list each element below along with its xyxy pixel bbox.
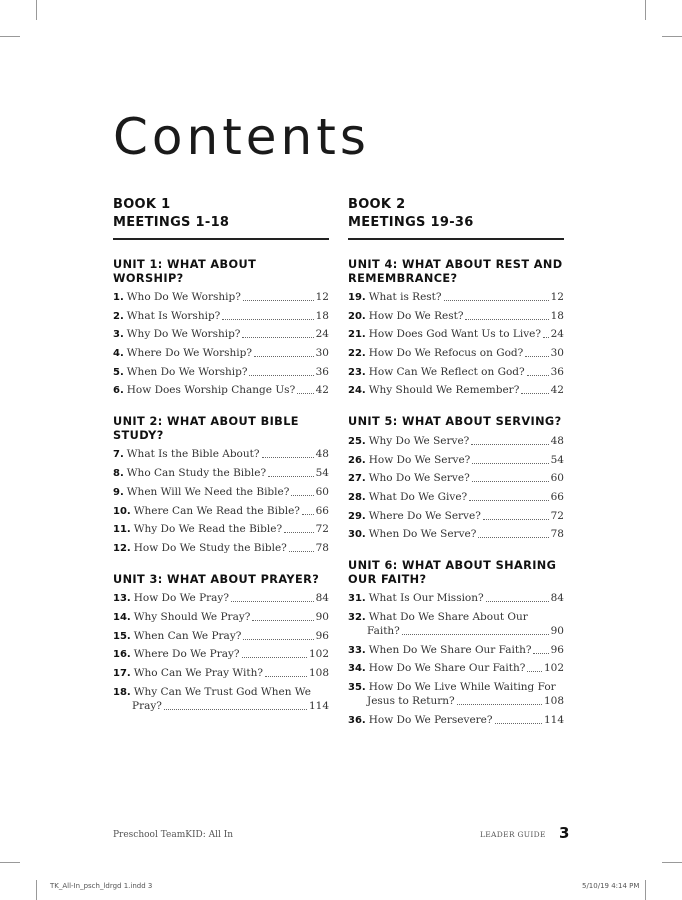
entry-number: 27. bbox=[348, 473, 366, 485]
book-1-divider bbox=[113, 238, 329, 240]
dot-leader bbox=[472, 463, 548, 464]
dot-leader bbox=[472, 481, 549, 482]
dot-leader bbox=[478, 537, 548, 538]
entry-number: 18. bbox=[113, 686, 131, 698]
unit-title: UNIT 6: WHAT ABOUT SHARING OUR FAITH? bbox=[348, 559, 557, 586]
book-1-column bbox=[113, 196, 329, 719]
entry-title: Who Do We Serve? bbox=[368, 472, 470, 485]
entry-number: 36. bbox=[348, 714, 366, 726]
entry-page: 54 bbox=[315, 467, 329, 480]
entry-title: Who Do We Worship? bbox=[126, 291, 241, 303]
dot-leader bbox=[243, 300, 314, 301]
toc-entry[interactable] bbox=[348, 662, 564, 675]
entry-title: When Do We Serve? bbox=[368, 528, 477, 541]
entry-title: How Do We Pray? bbox=[133, 592, 229, 605]
entry-title-cont: Pray? bbox=[132, 699, 162, 712]
entry-number: 33. bbox=[348, 644, 366, 656]
entry-page: 72 bbox=[315, 523, 329, 536]
entry-number: 25. bbox=[348, 435, 366, 447]
toc-entry[interactable] bbox=[113, 592, 329, 605]
entry-title: When Will We Need the Bible? bbox=[126, 485, 290, 498]
dot-leader bbox=[231, 601, 314, 602]
entry-page: 72 bbox=[550, 509, 564, 522]
dot-leader bbox=[495, 723, 542, 724]
entry-title: Why Should We Remember? bbox=[368, 384, 520, 397]
toc-entry[interactable] bbox=[113, 667, 329, 680]
entry-page: 36 bbox=[550, 365, 564, 378]
dot-leader bbox=[543, 337, 549, 338]
crop-mark bbox=[0, 862, 20, 863]
toc-entry[interactable] bbox=[348, 384, 564, 397]
toc-entry[interactable] bbox=[348, 644, 564, 657]
toc-entry[interactable] bbox=[113, 505, 329, 518]
entry-title: Where Can We Read the Bible? bbox=[133, 504, 300, 517]
dot-leader bbox=[222, 319, 313, 320]
entry-title-cont: Jesus to Return? bbox=[367, 695, 455, 708]
entry-page: 78 bbox=[315, 541, 329, 554]
crop-mark bbox=[645, 0, 646, 20]
entry-number: 17. bbox=[113, 668, 131, 680]
toc-entry[interactable] bbox=[113, 611, 329, 624]
entry-number: 10. bbox=[113, 505, 131, 517]
entry-number: 24. bbox=[348, 385, 366, 397]
entry-page: 18 bbox=[315, 309, 329, 322]
entry-number: 21. bbox=[348, 329, 366, 341]
dot-leader bbox=[527, 671, 542, 672]
slug-filename: TK_All-In_psch_ldrgd 1.indd 3 bbox=[50, 882, 153, 890]
entry-title: Who Can Study the Bible? bbox=[126, 467, 267, 480]
unit-title: UNIT 5: WHAT ABOUT SERVING? bbox=[348, 415, 562, 429]
dot-leader bbox=[242, 337, 313, 338]
dot-leader bbox=[483, 519, 549, 520]
entry-number: 1. bbox=[113, 292, 124, 303]
book-2-heading bbox=[348, 196, 564, 232]
toc-entry[interactable] bbox=[113, 347, 329, 360]
entry-title: What Is the Bible About? bbox=[126, 448, 260, 461]
entry-title: Where Do We Worship? bbox=[126, 347, 252, 360]
toc-entry[interactable] bbox=[348, 491, 564, 504]
entry-title: How Can We Reflect on God? bbox=[368, 365, 525, 378]
entry-page: 102 bbox=[308, 648, 329, 661]
toc-entry[interactable] bbox=[113, 310, 329, 323]
unit-section bbox=[113, 573, 329, 713]
entry-page: 42 bbox=[315, 384, 329, 397]
entry-number: 31. bbox=[348, 593, 366, 605]
toc-entry[interactable] bbox=[348, 592, 564, 605]
unit-title: UNIT 2: WHAT ABOUT BIBLE STUDY? bbox=[113, 415, 299, 442]
entry-number: 29. bbox=[348, 510, 366, 522]
entry-title: When Do We Worship? bbox=[126, 365, 248, 378]
toc-entry[interactable] bbox=[113, 486, 329, 499]
entry-number: 34. bbox=[348, 663, 366, 675]
toc-entry[interactable] bbox=[348, 347, 564, 360]
entry-page: 114 bbox=[543, 713, 564, 726]
entry-title: What Do We Give? bbox=[368, 491, 468, 503]
entry-title: How Do We Study the Bible? bbox=[133, 541, 287, 554]
entry-title: When Do We Share Our Faith? bbox=[368, 643, 532, 656]
entry-title: What Is Worship? bbox=[126, 309, 221, 322]
footer-guide-label: LEADER GUIDE bbox=[480, 830, 546, 839]
entry-title: How Do We Share Our Faith? bbox=[368, 662, 526, 675]
entry-number: 32. bbox=[348, 612, 366, 624]
entry-title: What Is Our Mission? bbox=[368, 592, 484, 605]
entry-title: How Do We Serve? bbox=[368, 453, 471, 466]
entry-title: Where Do We Pray? bbox=[133, 648, 240, 661]
entry-page: 66 bbox=[550, 491, 564, 503]
entry-number: 8. bbox=[113, 468, 124, 480]
entry-title: How Do We Rest? bbox=[368, 309, 464, 322]
slug-timestamp: 5/10/19 4:14 PM bbox=[582, 882, 640, 890]
dot-leader bbox=[533, 653, 548, 654]
unit-section bbox=[113, 258, 329, 397]
entry-title: How Do We Live While Waiting For bbox=[368, 681, 556, 694]
book-2-units bbox=[348, 258, 564, 727]
entry-number: 28. bbox=[348, 492, 366, 503]
dot-leader bbox=[284, 532, 314, 533]
dot-leader bbox=[486, 601, 549, 602]
dot-leader bbox=[291, 495, 313, 496]
toc-entry[interactable] bbox=[113, 328, 329, 341]
book-1-label: BOOK 1 bbox=[113, 197, 171, 212]
dot-leader bbox=[465, 319, 548, 320]
toc-entry[interactable] bbox=[113, 542, 329, 555]
book-2-divider bbox=[348, 238, 564, 240]
toc-entry[interactable] bbox=[113, 366, 329, 379]
dot-leader bbox=[457, 704, 542, 705]
entry-page: 54 bbox=[550, 453, 564, 466]
entry-number: 15. bbox=[113, 630, 131, 642]
entry-page: 90 bbox=[315, 611, 329, 624]
crop-mark bbox=[662, 862, 682, 863]
entry-title: Why Should We Pray? bbox=[133, 611, 251, 624]
toc-entry[interactable] bbox=[348, 328, 564, 341]
toc-entry[interactable] bbox=[113, 291, 329, 304]
entry-title: When Can We Pray? bbox=[133, 629, 242, 642]
entry-page: 48 bbox=[550, 434, 564, 447]
entry-page: 48 bbox=[315, 448, 329, 461]
entry-title: Who Can We Pray With? bbox=[133, 667, 264, 680]
book-1-heading bbox=[113, 196, 329, 232]
entry-number: 12. bbox=[113, 542, 131, 554]
toc-entry[interactable] bbox=[113, 648, 329, 661]
entry-number: 14. bbox=[113, 612, 131, 624]
entry-title: Why Can We Trust God When We bbox=[133, 685, 311, 698]
toc-entry[interactable] bbox=[348, 681, 564, 708]
dot-leader bbox=[254, 356, 314, 357]
dot-leader bbox=[268, 476, 314, 477]
toc-entry[interactable] bbox=[348, 310, 564, 323]
entry-page: 12 bbox=[315, 291, 329, 303]
toc-entry[interactable] bbox=[113, 630, 329, 643]
entry-title: How Does God Want Us to Live? bbox=[368, 328, 541, 341]
unit-section bbox=[348, 559, 564, 726]
entry-number: 22. bbox=[348, 348, 366, 360]
entry-page: 60 bbox=[550, 472, 564, 485]
entry-page: 108 bbox=[543, 695, 564, 708]
toc-entry[interactable] bbox=[348, 366, 564, 379]
entry-title: Why Do We Worship? bbox=[126, 328, 241, 341]
toc-entry[interactable] bbox=[113, 448, 329, 461]
entry-title: Why Do We Read the Bible? bbox=[133, 523, 283, 536]
entry-number: 2. bbox=[113, 310, 124, 322]
entry-title: Where Do We Serve? bbox=[368, 509, 481, 522]
entry-title: How Does Worship Change Us? bbox=[126, 384, 296, 397]
book-2-meetings: MEETINGS 19-36 bbox=[348, 215, 474, 230]
entry-page: 30 bbox=[315, 347, 329, 360]
entry-page: 60 bbox=[315, 485, 329, 498]
toc-entry[interactable] bbox=[348, 454, 564, 467]
page-title: Contents bbox=[113, 108, 370, 166]
entry-page: 12 bbox=[550, 291, 564, 303]
dot-leader bbox=[525, 356, 548, 357]
toc-entry[interactable] bbox=[348, 291, 564, 304]
entry-number: 9. bbox=[113, 486, 124, 498]
page-number: 3 bbox=[559, 824, 570, 842]
entry-number: 30. bbox=[348, 529, 366, 541]
dot-leader bbox=[249, 375, 313, 376]
entry-page: 30 bbox=[550, 347, 564, 360]
unit-title: UNIT 1: WHAT ABOUT WORSHIP? bbox=[113, 258, 257, 285]
toc-entry[interactable] bbox=[113, 384, 329, 397]
entry-number: 7. bbox=[113, 449, 124, 461]
crop-mark bbox=[36, 880, 37, 900]
book-1-units bbox=[113, 258, 329, 713]
book-1-meetings: MEETINGS 1-18 bbox=[113, 215, 230, 230]
toc-entry[interactable] bbox=[348, 472, 564, 485]
entry-title: How Do We Persevere? bbox=[368, 713, 493, 726]
dot-leader bbox=[289, 551, 314, 552]
entry-page: 84 bbox=[550, 592, 564, 605]
entry-number: 19. bbox=[348, 292, 366, 303]
toc-entry[interactable] bbox=[348, 714, 564, 727]
unit-title: UNIT 3: WHAT ABOUT PRAYER? bbox=[113, 572, 320, 586]
dot-leader bbox=[164, 709, 307, 710]
dot-leader bbox=[243, 639, 313, 640]
crop-mark bbox=[36, 0, 37, 20]
footer-book-title: Preschool TeamKID: All In bbox=[113, 830, 234, 840]
unit-title: UNIT 4: WHAT ABOUT REST AND REMEMBRANCE? bbox=[348, 258, 563, 285]
entry-title: Why Do We Serve? bbox=[368, 434, 470, 447]
entry-title: What Do We Share About Our bbox=[368, 611, 528, 624]
dot-leader bbox=[402, 634, 549, 635]
entry-page: 24 bbox=[550, 328, 564, 341]
unit-section bbox=[348, 258, 564, 397]
entry-title: What is Rest? bbox=[368, 291, 442, 303]
entry-page: 42 bbox=[550, 384, 564, 397]
crop-mark bbox=[0, 36, 20, 37]
entry-number: 3. bbox=[113, 329, 124, 341]
unit-section bbox=[348, 415, 564, 541]
toc-entry[interactable] bbox=[348, 435, 564, 448]
entry-page: 114 bbox=[308, 699, 329, 712]
entry-number: 26. bbox=[348, 454, 366, 466]
entry-page: 18 bbox=[550, 309, 564, 322]
toc-entry[interactable] bbox=[113, 686, 329, 713]
dot-leader bbox=[265, 676, 307, 677]
unit-section bbox=[113, 415, 329, 554]
entry-number: 11. bbox=[113, 524, 131, 536]
toc-entry[interactable] bbox=[113, 523, 329, 536]
entry-page: 36 bbox=[315, 365, 329, 378]
book-2-column bbox=[348, 196, 564, 733]
entry-page: 102 bbox=[543, 662, 564, 675]
dot-leader bbox=[527, 375, 549, 376]
entry-page: 24 bbox=[315, 328, 329, 341]
dot-leader bbox=[242, 657, 307, 658]
entry-number: 23. bbox=[348, 366, 366, 378]
dot-leader bbox=[521, 393, 548, 394]
entry-number: 16. bbox=[113, 649, 131, 661]
entry-number: 4. bbox=[113, 348, 124, 360]
entry-number: 5. bbox=[113, 366, 124, 378]
dot-leader bbox=[471, 444, 548, 445]
entry-number: 13. bbox=[113, 593, 131, 605]
dot-leader bbox=[262, 457, 314, 458]
toc-entry[interactable] bbox=[113, 467, 329, 480]
entry-page: 90 bbox=[550, 625, 564, 638]
crop-mark bbox=[662, 36, 682, 37]
crop-mark bbox=[645, 880, 646, 900]
dot-leader bbox=[469, 500, 548, 501]
entry-page: 96 bbox=[315, 629, 329, 642]
dot-leader bbox=[302, 514, 314, 515]
toc-entry[interactable] bbox=[348, 528, 564, 541]
toc-entry[interactable] bbox=[348, 510, 564, 523]
book-2-label: BOOK 2 bbox=[348, 197, 406, 212]
entry-page: 78 bbox=[550, 528, 564, 541]
entry-title: How Do We Refocus on God? bbox=[368, 347, 524, 360]
dot-leader bbox=[297, 393, 313, 394]
dot-leader bbox=[444, 300, 549, 301]
entry-page: 84 bbox=[315, 592, 329, 605]
entry-page: 66 bbox=[315, 504, 329, 517]
entry-number: 35. bbox=[348, 682, 366, 694]
entry-title-cont: Faith? bbox=[367, 625, 400, 638]
entry-number: 6. bbox=[113, 385, 124, 397]
entry-number: 20. bbox=[348, 310, 366, 322]
entry-page: 96 bbox=[550, 643, 564, 656]
dot-leader bbox=[252, 620, 313, 621]
toc-entry[interactable] bbox=[348, 611, 564, 638]
entry-page: 108 bbox=[308, 667, 329, 680]
